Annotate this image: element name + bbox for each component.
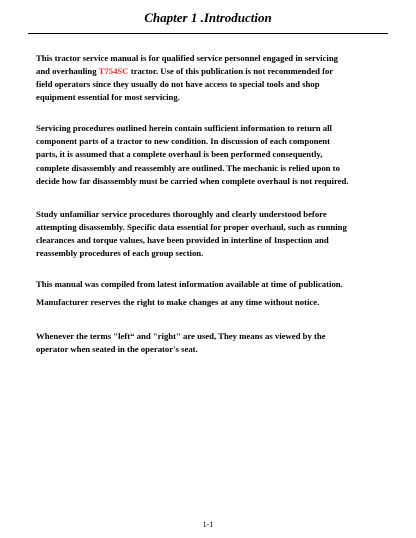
model-number: T754SC — [98, 66, 129, 76]
paragraph-line: Study unfamiliar service procedures thoroughly and clearly understood before — [36, 209, 327, 219]
paragraph-text: tractor. Use of this publication is not recommended for — [128, 66, 334, 76]
paragraph-line: Manufacturer reserves the right to make changes at any time without notice. — [36, 297, 320, 307]
paragraph-line — [36, 65, 386, 78]
paragraph-line: This manual was compiled from latest information available at time of publication. — [36, 279, 343, 289]
servicing-paragraph — [36, 122, 386, 161]
paragraph-line: parts, it is assumed that a complete overhaul is been performed consequently, — [36, 149, 323, 159]
disassembly-paragraph — [36, 162, 386, 188]
title-divider — [28, 33, 388, 34]
paragraph-line: complete disassembly and reassembly are outlined. The mechanic is relied upon to — [36, 163, 340, 173]
paragraph-line: Whenever the terms "left“ and "right" are used, They means as viewed by the — [36, 331, 326, 341]
page-number: 1-1 — [202, 520, 214, 529]
terms-paragraph — [36, 330, 386, 356]
paragraph-line: attempting disassembly. Specific data essential for proper overhaul, such as running — [36, 222, 347, 232]
paragraph-line: This tractor service manual is for qualified service personnel engaged in servicing — [36, 53, 339, 63]
paragraph-line: clearances and torque values, have been provided in interline of Inspection and — [36, 235, 329, 245]
paragraph-line: decide how far disassembly must be carried when complete overhaul is not required. — [36, 176, 349, 186]
page-title: Chapter 1 .Introduction — [144, 10, 272, 25]
manufacturer-paragraph — [36, 296, 386, 309]
paragraph-line: field operators since they usually do not have access to special tools and shop — [36, 79, 320, 89]
paragraph-line: Servicing procedures outlined herein contain sufficient information to return all — [36, 123, 332, 133]
intro-paragraph — [36, 52, 386, 104]
paragraph-text: and overhauling — [36, 66, 99, 76]
paragraph-line: reassembly procedures of each group section. — [36, 248, 204, 258]
paragraph-line: equipment essential for most servicing. — [36, 92, 180, 102]
study-paragraph — [36, 208, 386, 260]
paragraph-line: component parts of a tractor to new condition. In discussion of each component — [36, 136, 331, 146]
compiled-paragraph — [36, 278, 386, 291]
paragraph-line: operator when seated in the operator's seat. — [36, 344, 198, 354]
